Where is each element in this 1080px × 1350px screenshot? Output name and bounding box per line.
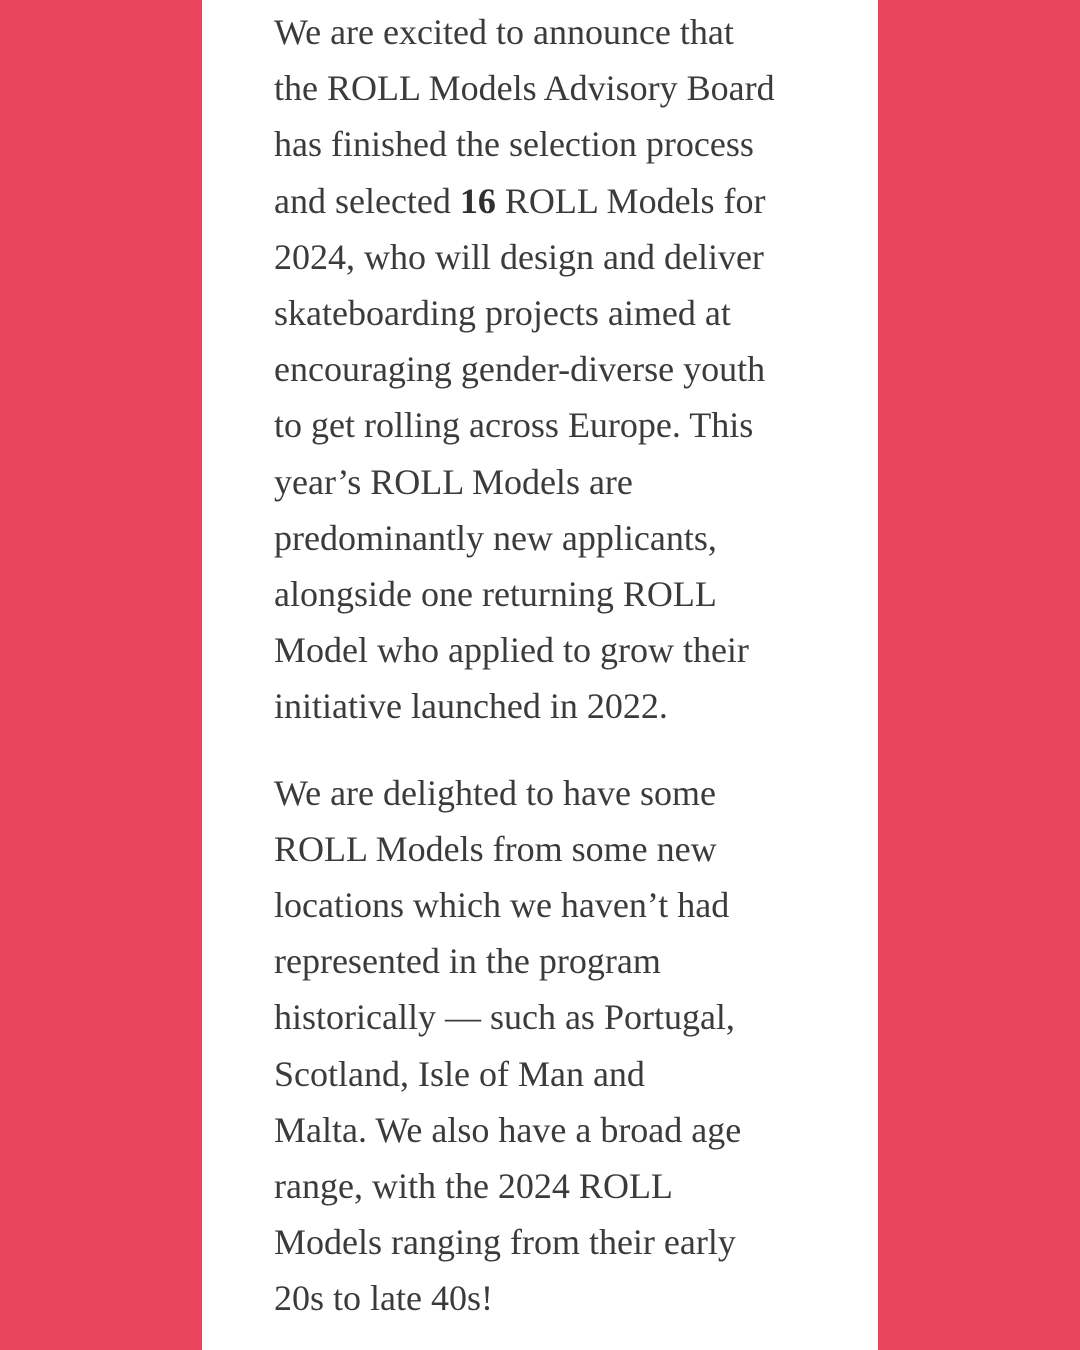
text-line: has finished the selection process <box>274 124 754 165</box>
text-line: year’s ROLL Models are <box>274 461 633 502</box>
text-line: to get rolling across Europe. This <box>274 405 754 446</box>
text-line: Malta. We also have a broad age <box>274 1109 742 1150</box>
text-line: 2024, who will design and deliver <box>274 236 764 277</box>
text-line: range, with the 2024 ROLL <box>274 1166 673 1207</box>
text-line: historically — such as Portugal, <box>274 997 735 1038</box>
text-line: ROLL Models from some new <box>274 828 717 869</box>
text-line: represented in the program <box>274 941 661 982</box>
selected-count: 16 <box>459 180 496 221</box>
text-line: We are excited to announce that <box>274 12 734 52</box>
article-body <box>274 4 834 1327</box>
text-line: locations which we haven’t had <box>274 885 730 926</box>
text-line: initiative launched in 2022. <box>274 686 668 727</box>
text-line: Models ranging from their early <box>274 1222 736 1263</box>
text-line: predominantly new applicants, <box>274 517 717 558</box>
text-segment: and selected <box>274 180 460 221</box>
locations-paragraph <box>274 765 834 1327</box>
text-line: the ROLL Models Advisory Board <box>274 68 775 109</box>
text-line: We are delighted to have some <box>274 772 716 813</box>
text-line: encouraging gender-diverse youth <box>274 349 766 390</box>
text-line: Scotland, Isle of Man and <box>274 1053 645 1094</box>
text-line: Model who applied to grow their <box>274 630 749 671</box>
text-line: alongside one returning ROLL <box>274 574 717 615</box>
text-segment: ROLL Models for <box>495 180 766 221</box>
text-line: skateboarding projects aimed at <box>274 293 731 334</box>
text-line: 20s to late 40s! <box>274 1278 493 1319</box>
announcement-paragraph <box>274 4 834 735</box>
text-line <box>274 173 834 229</box>
